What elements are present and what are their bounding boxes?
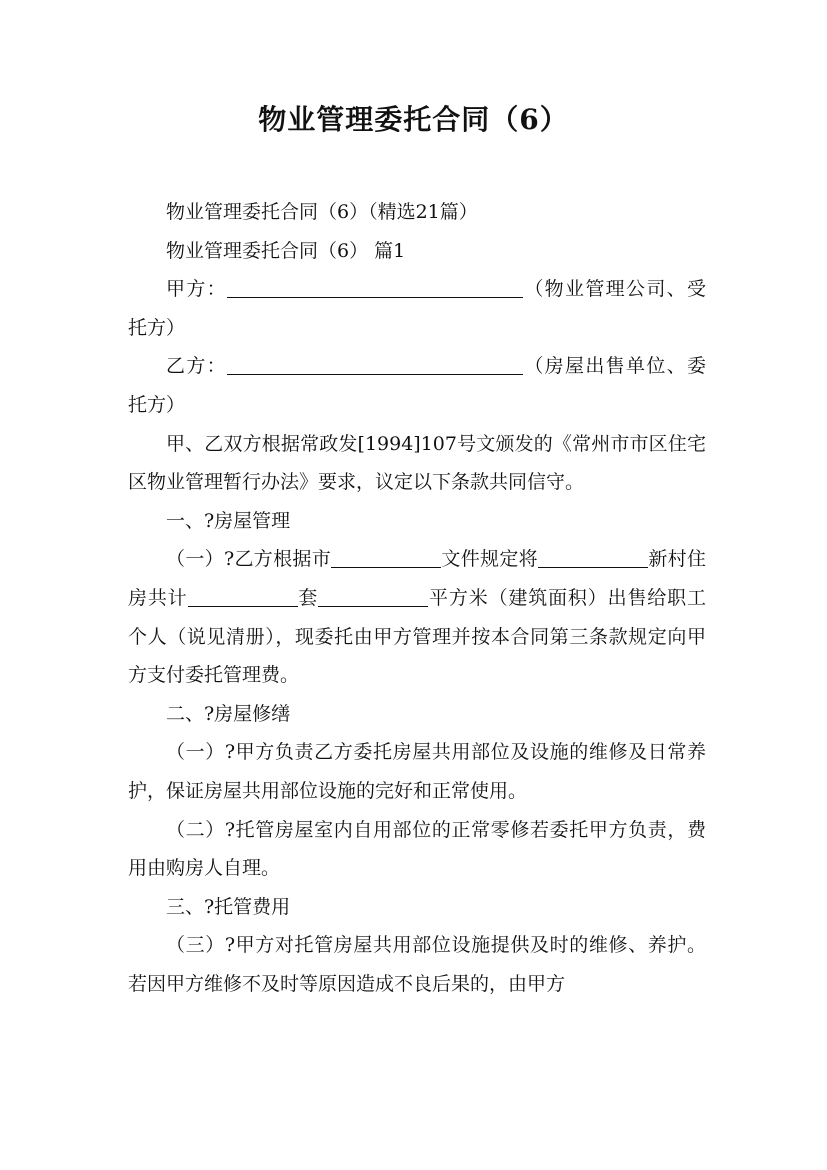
clause-1-1-text-a: （一）?乙方根据市: [166, 548, 332, 571]
paragraph-party-a: [128, 270, 706, 347]
paragraph-clause-2-1: （一）?甲方负责乙方委托房屋共用部位及设施的维修及日常养护，保证房屋共用部位设施的完好和正常使用。: [128, 741, 706, 802]
clause-1-1-text-e: 平方米（建筑面积）出售给职工个人（说见清册），现委托由甲方管理并按本合同第三条款规定向甲方支付委托管理费。: [128, 586, 706, 687]
party-a-blank-line: [227, 277, 523, 298]
party-b-blank-line: [227, 354, 523, 375]
paragraph-preamble: 甲、乙双方根据常政发[1994]107号文颁发的《常州市市区住宅区物业管理暂行办法》要求，议定以下条款共同信守。: [128, 432, 706, 494]
clause-1-1-text-b: 文件规定将: [441, 548, 539, 571]
document-body: [128, 193, 706, 1003]
heading-management-fee: 三、?托管费用: [166, 895, 291, 918]
party-a-description: （物业管理公司、受托方）: [128, 278, 706, 339]
paragraph-clause-2-2: （二）?托管房屋室内自用部位的正常零修若委托甲方负责，费用由购房人自理。: [128, 818, 706, 880]
paragraph-clause-3-3: （三）?甲方对托管房屋共用部位设施提供及时的维修、养护。若因甲方维修不及时等原因造成不良后果的，由甲方: [128, 934, 706, 995]
party-b-label: 乙方：: [166, 355, 227, 378]
heading-house-management: 一、?房屋管理: [166, 509, 291, 532]
blank-village-name: [538, 547, 648, 568]
party-a-label: 甲方：: [166, 278, 227, 301]
paragraph-section-heading: 物业管理委托合同（6） 篇1: [166, 239, 406, 262]
paragraph-party-b: [128, 347, 706, 424]
blank-unit-count: [188, 586, 298, 607]
heading-house-repair: 二、?房屋修缮: [166, 702, 291, 725]
clause-1-1-text-c: 新村住房共计: [128, 548, 706, 609]
blank-area: [318, 586, 428, 607]
paragraph-clause-1-1: [128, 540, 706, 694]
party-b-description: （房屋出售单位、委托方）: [128, 355, 706, 416]
paragraph-subtitle: 物业管理委托合同（6）（精选21篇）: [166, 201, 478, 223]
document-title: 物业管理委托合同（6）: [258, 103, 569, 136]
blank-city-document: [331, 547, 441, 568]
clause-1-1-text-d: 套: [297, 586, 319, 609]
